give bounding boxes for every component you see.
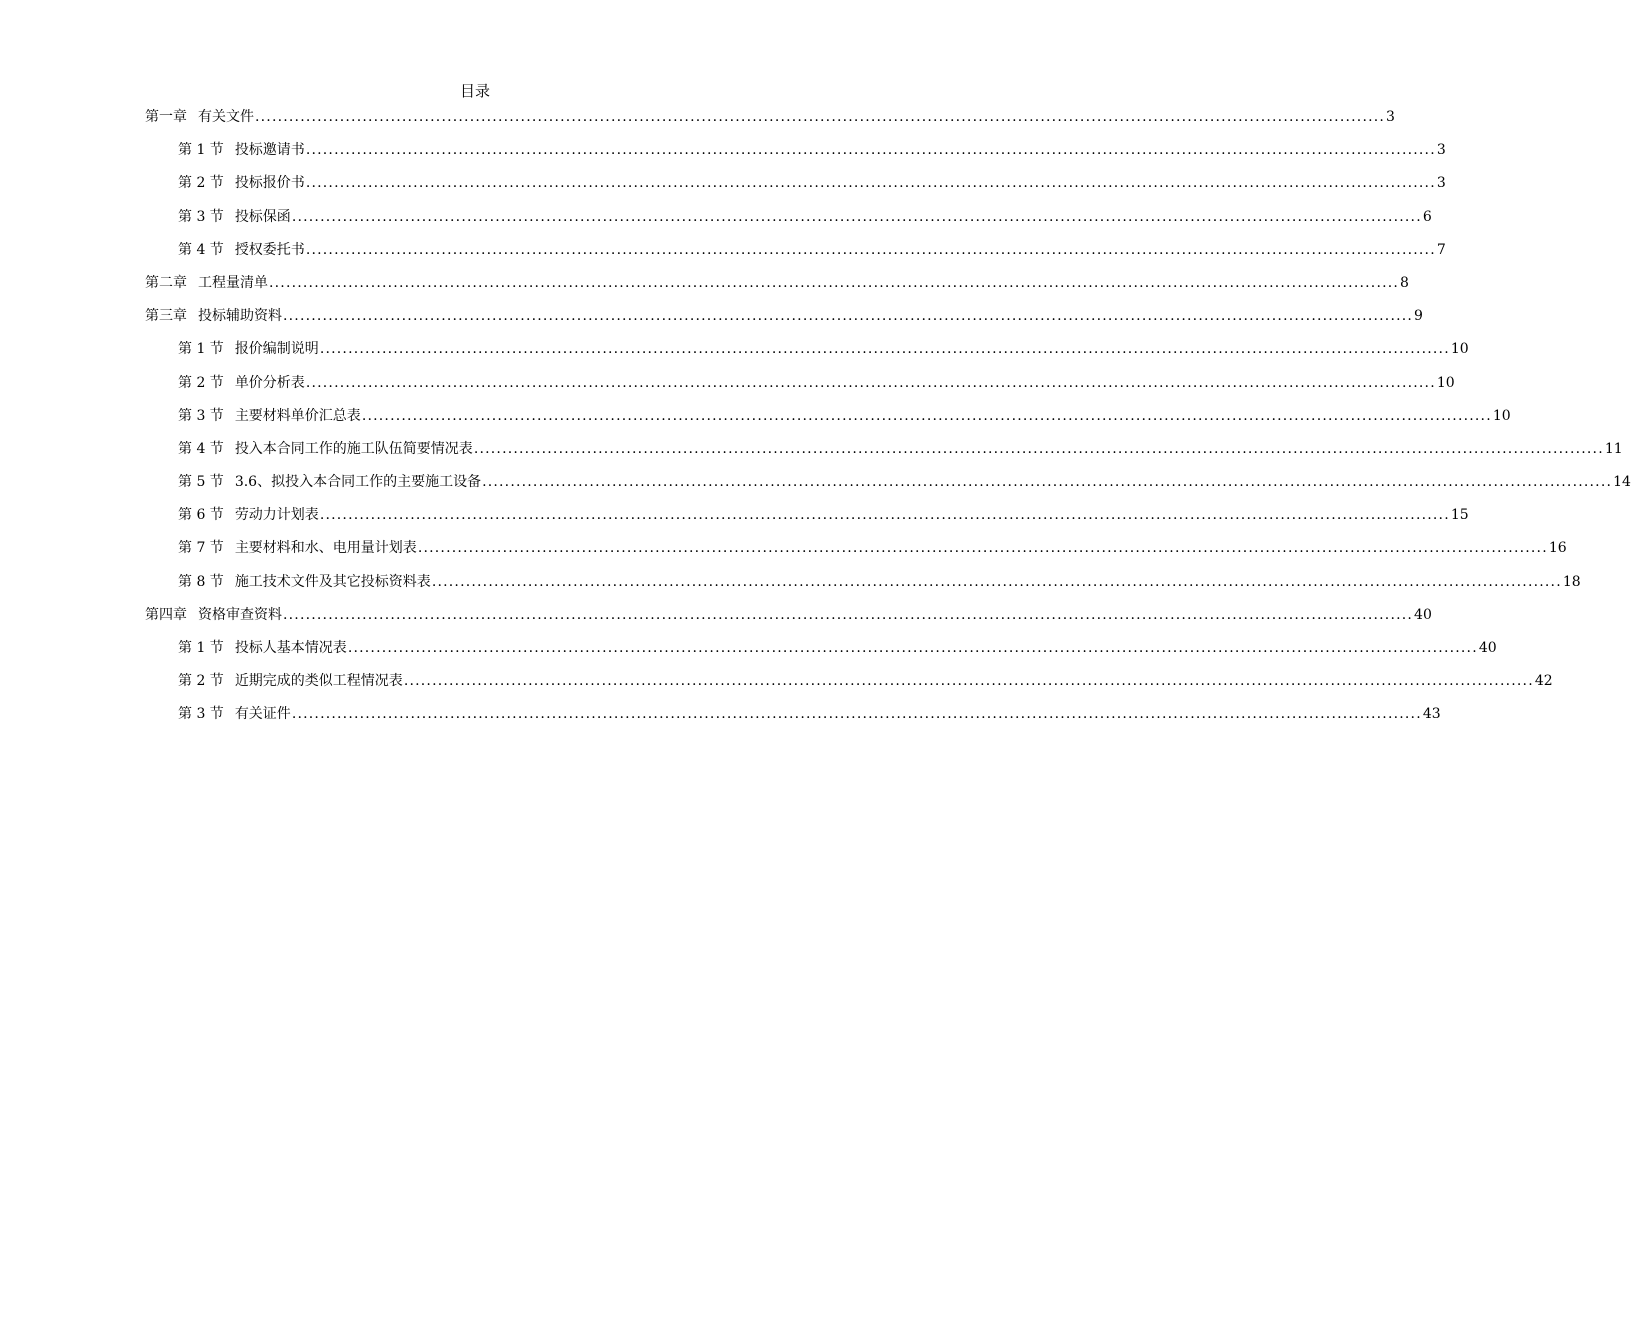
toc-page-number: 40: [1414, 606, 1432, 623]
toc-entry-title: 投标人基本情况表: [234, 640, 347, 656]
toc-entry-number: 第 8 节: [178, 573, 224, 590]
toc-entry-title: 投标保函: [234, 208, 291, 225]
toc-page-number: 18: [1562, 573, 1581, 590]
toc-page-number: 14: [1613, 474, 1631, 491]
toc-page-number: 10: [1492, 407, 1511, 424]
toc-entry-title: 资格审查资料: [198, 606, 282, 623]
toc-entry-title: 投标邀请书: [234, 142, 305, 159]
toc-page-number: 16: [1548, 540, 1567, 557]
toc-entry-number: 第 3 节: [178, 706, 224, 723]
toc-section-entry[interactable]: [145, 436, 1623, 469]
toc-section-entry[interactable]: [145, 635, 1497, 668]
toc-section-entry[interactable]: [145, 535, 1567, 568]
toc-dot-leader: ........................................................................................................................................................................................................: [305, 142, 1436, 159]
toc-dot-leader: ........................................................................................................................................................................................................: [305, 175, 1436, 192]
toc-entry-number: 第 3 节: [178, 208, 224, 225]
toc-entry-title: 投标报价书: [234, 175, 305, 192]
toc-entry-number: 第 4 节: [178, 241, 224, 258]
toc-chapter-entry[interactable]: [145, 303, 1423, 336]
toc-section-entry[interactable]: [145, 204, 1432, 237]
toc-entry-number: 第 2 节: [178, 673, 224, 690]
toc-entry-number: 第 2 节: [178, 374, 224, 391]
toc-dot-leader: ........................................................................................................................................................................................................: [473, 440, 1604, 457]
toc-chapter-entry[interactable]: [145, 270, 1409, 303]
toc-entry-title: 劳动力计划表: [234, 507, 319, 524]
toc-page-number: 8: [1400, 274, 1409, 291]
toc-section-entry[interactable]: [145, 701, 1441, 734]
toc-dot-leader: ........................................................................................................................................................................................................: [255, 109, 1386, 125]
toc-section-entry[interactable]: [145, 237, 1446, 270]
toc-dot-leader: ........................................................................................................................................................................................................: [283, 308, 1414, 325]
toc-entry-number: 第 1 节: [178, 341, 224, 358]
toc-dot-leader: ........................................................................................................................................................................................................: [319, 507, 1450, 524]
toc-page-number: 3: [1436, 175, 1446, 192]
toc-chapter-entry[interactable]: [145, 104, 1395, 137]
toc-entry-title: 报价编制说明: [234, 341, 319, 358]
toc-dot-leader: ........................................................................................................................................................................................................: [319, 341, 1450, 358]
toc-dot-leader: ........................................................................................................................................................................................................: [347, 640, 1478, 656]
toc-entry-number: 第 1 节: [178, 640, 224, 656]
toc-page-number: 11: [1604, 440, 1623, 457]
toc-dot-leader: ........................................................................................................................................................................................................: [431, 573, 1562, 590]
toc-dot-leader: ........................................................................................................................................................................................................: [291, 706, 1422, 723]
toc-entry-number: 第三章: [145, 308, 187, 325]
toc-entry-number: 第二章: [145, 274, 187, 291]
toc-section-entry[interactable]: [145, 403, 1511, 436]
toc-section-entry[interactable]: [145, 370, 1455, 403]
toc-dot-leader: ........................................................................................................................................................................................................: [403, 673, 1534, 690]
toc-page-number: 15: [1450, 507, 1469, 524]
toc-section-entry[interactable]: [145, 668, 1553, 701]
toc-page-number: 10: [1450, 341, 1469, 358]
toc-page-number: 3: [1386, 109, 1395, 125]
toc-entry-number: 第 6 节: [178, 507, 224, 524]
toc-dot-leader: ........................................................................................................................................................................................................: [361, 407, 1492, 424]
toc-dot-leader: ........................................................................................................................................................................................................: [417, 540, 1548, 557]
toc-page-number: 42: [1534, 673, 1553, 690]
toc-entry-number: 第 3 节: [178, 407, 224, 424]
toc-dot-leader: ........................................................................................................................................................................................................: [305, 374, 1436, 391]
toc-entry-title: 主要材料单价汇总表: [234, 407, 361, 424]
toc-entry-number: 第四章: [145, 606, 187, 623]
toc-entry-title: 投入本合同工作的施工队伍简要情况表: [234, 440, 473, 457]
toc-entry-number: 第 2 节: [178, 175, 224, 192]
toc-chapter-entry[interactable]: [145, 602, 1432, 635]
table-of-contents: [145, 104, 1631, 735]
toc-section-entry[interactable]: [145, 137, 1446, 170]
toc-entry-title: 3.6、拟投入本合同工作的主要施工设备: [234, 474, 482, 491]
toc-dot-leader: ........................................................................................................................................................................................................: [305, 241, 1436, 258]
toc-entry-number: 第 4 节: [178, 440, 224, 457]
toc-title: 目录: [459, 82, 490, 100]
toc-entry-title: 主要材料和水、电用量计划表: [234, 540, 417, 557]
toc-dot-leader: ........................................................................................................................................................................................................: [269, 274, 1400, 291]
toc-page-number: 10: [1436, 374, 1455, 391]
toc-entry-number: 第一章: [145, 109, 187, 125]
toc-page-number: 3: [1436, 142, 1446, 159]
toc-dot-leader: ........................................................................................................................................................................................................: [291, 208, 1422, 225]
toc-page-number: 9: [1414, 308, 1423, 325]
toc-entry-title: 有关证件: [234, 706, 291, 723]
toc-entry-title: 有关文件: [198, 109, 254, 125]
toc-entry-title: 施工技术文件及其它投标资料表: [234, 573, 431, 590]
toc-page-number: 6: [1422, 208, 1432, 225]
toc-entry-title: 投标辅助资料: [198, 308, 282, 325]
toc-dot-leader: ........................................................................................................................................................................................................: [482, 474, 1613, 491]
toc-entry-title: 近期完成的类似工程情况表: [234, 673, 403, 690]
toc-entry-number: 第 7 节: [178, 540, 224, 557]
toc-entry-number: 第 5 节: [178, 474, 224, 491]
toc-entry-title: 授权委托书: [234, 241, 305, 258]
toc-section-entry[interactable]: [145, 170, 1446, 203]
toc-section-entry[interactable]: [145, 569, 1581, 602]
toc-entry-title: 工程量清单: [198, 274, 268, 291]
toc-entry-number: 第 1 节: [178, 142, 224, 159]
toc-entry-title: 单价分析表: [234, 374, 305, 391]
toc-section-entry[interactable]: [145, 502, 1469, 535]
toc-page-number: 40: [1478, 640, 1497, 656]
toc-section-entry[interactable]: [145, 336, 1469, 369]
toc-section-entry[interactable]: [145, 469, 1631, 502]
toc-page-number: 7: [1436, 241, 1446, 258]
toc-page-number: 43: [1422, 706, 1441, 723]
toc-dot-leader: ........................................................................................................................................................................................................: [283, 606, 1414, 623]
